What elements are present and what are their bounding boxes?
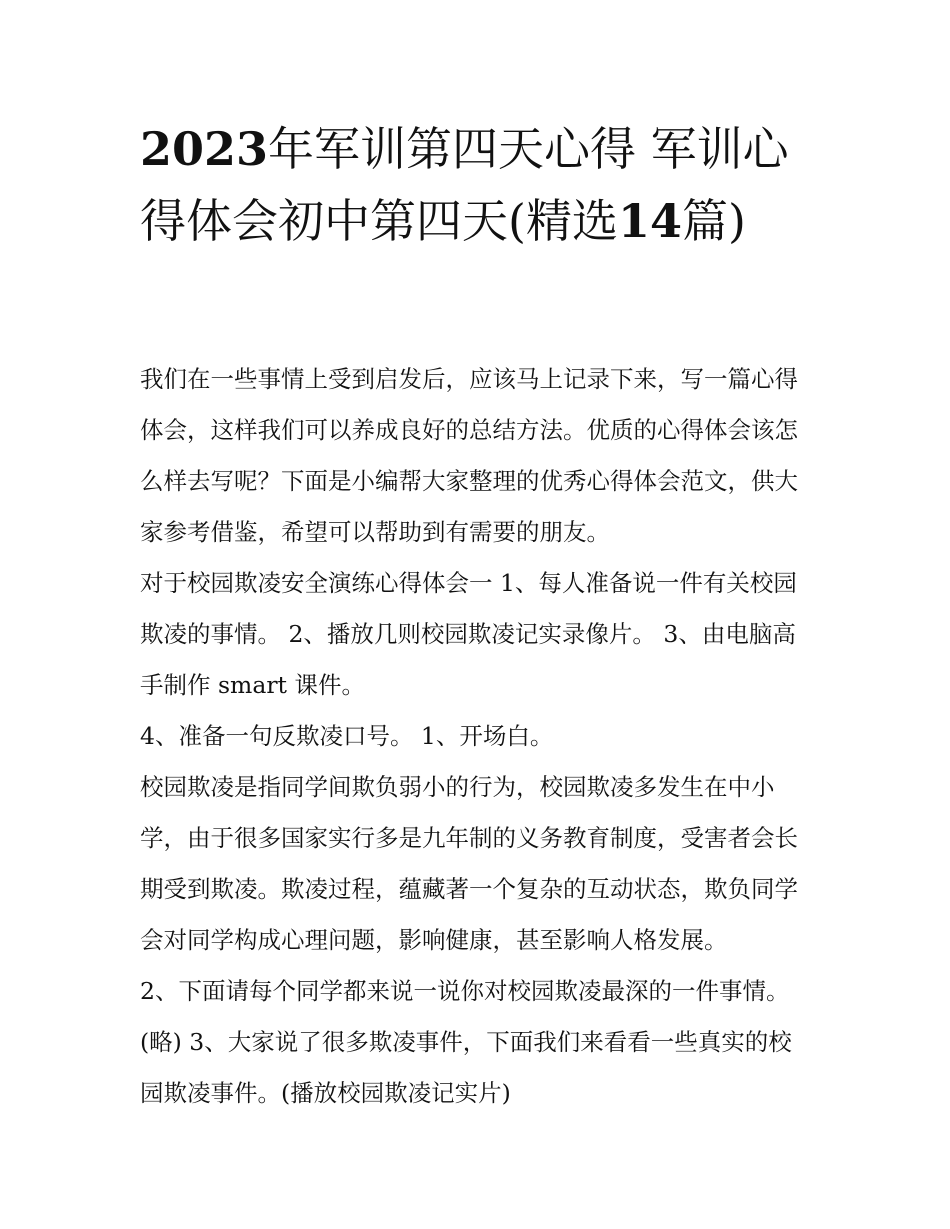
document-title	[140, 113, 820, 257]
document-body	[140, 354, 812, 1119]
paragraph-intro: 我们在一些事情上受到启发后，应该马上记录下来，写一篇心得体会，这样我们可以养成良好的总结方法。优质的心得体会该怎么样去写呢？下面是小编帮大家整理的优秀心得体会范文，供大家参考借鉴，希望可以帮助到有需要的朋友。	[140, 365, 798, 546]
paragraph-definition: 校园欺凌是指同学间欺负弱小的行为，校园欺凌多发生在中小学，由于很多国家实行多是九年制的义务教育制度，受害者会长期受到欺凌。欺凌过程，蕴藏著一个复杂的互动状态，欺负同学会对同学构成心理问题，影响健康，甚至影响人格发展。	[140, 773, 798, 954]
paragraph-preparation: 对于校园欺凌安全演练心得体会一 1、每人准备说一件有关校园欺凌的事情。 2、播放几则校园欺凌记实录像片。 3、由电脑高手制作 smart 课件。	[140, 569, 797, 699]
title-year: 2023	[140, 122, 269, 176]
title-text-part2: 篇)	[681, 194, 746, 248]
title-count: 14	[617, 194, 682, 248]
paragraph-opening: 4、准备一句反欺凌口号。 1、开场白。	[140, 722, 554, 750]
paragraph-discussion: 2、下面请每个同学都来说一说你对校园欺凌最深的一件事情。(略) 3、大家说了很多欺凌事件，下面我们来看看一些真实的校园欺凌事件。(播放校园欺凌记实片)	[140, 977, 792, 1107]
title-text-part1: 年军训第四天心得 军训心得体会初中第四天(精选	[140, 122, 789, 248]
